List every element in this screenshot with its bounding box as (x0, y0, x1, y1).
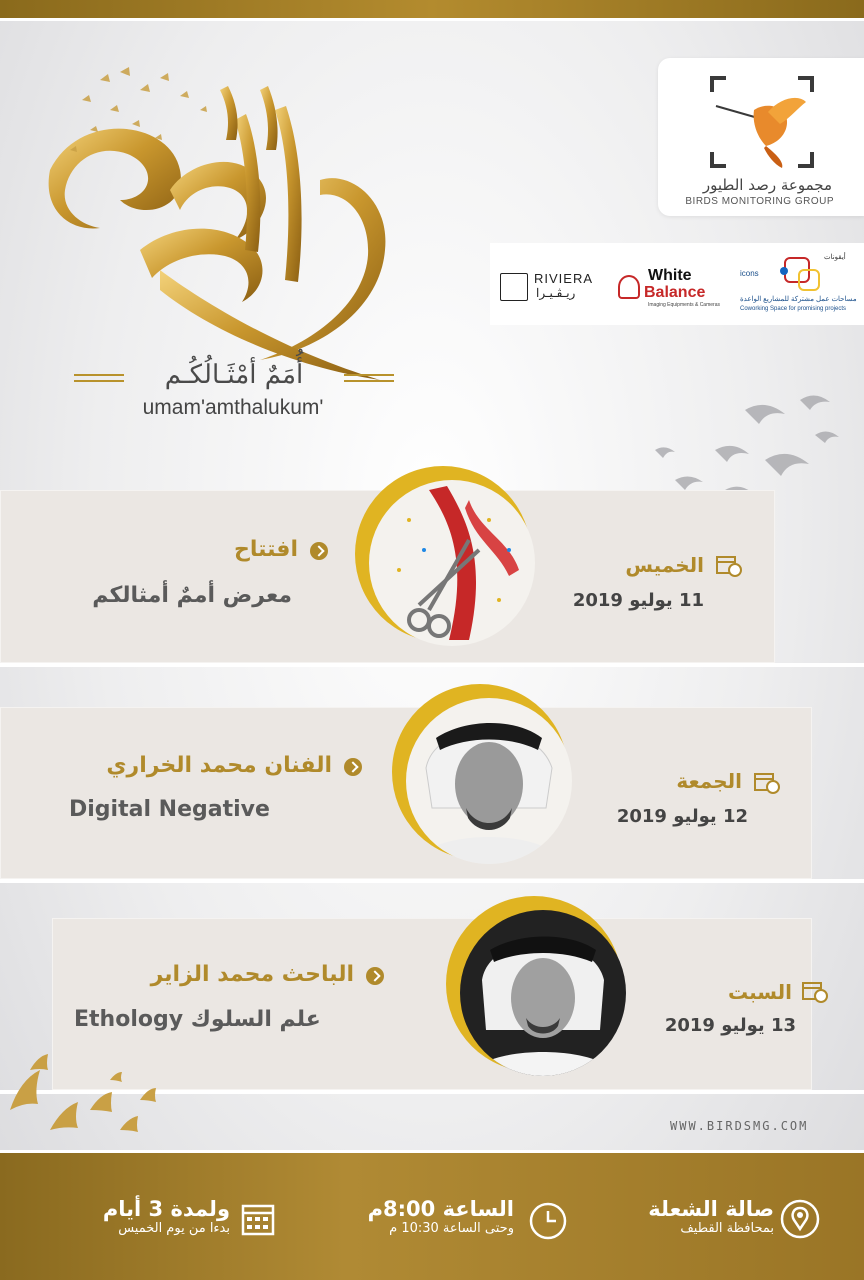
event-3-subtitle: Ethology علم السلوك (74, 1007, 321, 1032)
birds-monitoring-group-logo (658, 58, 864, 216)
event-3-day (728, 980, 792, 1004)
website-url[interactable]: WWW.BIRDSMG.COM (670, 1119, 809, 1133)
row-divider (0, 663, 864, 667)
top-divider (0, 18, 864, 21)
golden-birds-decoration (0, 1040, 190, 1150)
location-pin-icon (780, 1199, 820, 1239)
event-start-day: بدءا من يوم الخميس (118, 1221, 230, 1236)
white-balance-word-2: Balance (644, 284, 706, 301)
clock-icon (528, 1201, 568, 1241)
event-3-day-label: السبت (727, 980, 792, 1004)
icons-tagline-arabic: مساحات عمل مشتركة للمشاريع الواعدة (740, 296, 857, 303)
icons-dot-icon (780, 267, 788, 275)
event-1-title: افتتاح (233, 537, 298, 562)
event-2-day (676, 769, 742, 793)
presenter-portrait (460, 910, 626, 1076)
logo-name-english: BIRDS MONITORING GROUP (685, 196, 834, 207)
event-1-day-label: الخميس (625, 553, 704, 577)
event-2-subtitle: Digital Negative (69, 797, 270, 822)
chevron-circle-icon (344, 758, 362, 776)
hummingbird-logo-icon (706, 72, 818, 172)
white-balance-tagline: Imaging Equipments & Cameras (648, 302, 720, 308)
calendar-clock-icon (716, 553, 742, 577)
calendar-clock-icon (802, 979, 828, 1003)
icons-tagline-english: Coworking Space for promising projects (740, 306, 847, 312)
white-balance-word-1: White (648, 267, 692, 284)
person-portrait-icon (460, 910, 626, 1076)
riviera-name-arabic: ريـڤـيـرا (536, 286, 576, 300)
footer-duration (103, 1197, 230, 1236)
row-divider (0, 879, 864, 883)
logo-name-arabic: مجموعة رصد الطيور (702, 176, 832, 194)
title-arabic: أُمَمٌ أمْثَـالُكُـم (164, 360, 304, 390)
event-duration: ولمدة 3 أيام (102, 1197, 230, 1221)
footer-info-bar (0, 1150, 864, 1280)
ribbon-cutting-image (369, 480, 535, 646)
chevron-circle-icon (366, 967, 384, 985)
event-1-subtitle: معرض أممٌ أمثالكم (92, 583, 292, 608)
event-time: الساعة 8:00م (367, 1197, 514, 1221)
event-1-photo (355, 466, 555, 646)
riviera-logo (500, 271, 600, 305)
calendar-clock-icon (754, 770, 780, 794)
event-2-photo (392, 684, 592, 864)
presenter-portrait (406, 698, 572, 864)
event-3-title: الباحث محمد الزاير (150, 962, 354, 987)
scissors-ribbon-icon (369, 480, 535, 646)
icons-yellow-square-icon (798, 269, 820, 291)
calligraphy-title-artwork (20, 50, 440, 400)
person-portrait-icon (406, 698, 572, 864)
riviera-mark-icon (500, 273, 528, 301)
camera-icon (618, 275, 640, 299)
title-english: umam'amthalukum' (142, 396, 324, 419)
event-end-time: وحتى الساعة 10:30 م (389, 1221, 514, 1236)
venue-location: بمحافظة القطيف (680, 1221, 774, 1236)
top-gold-bar (0, 0, 864, 18)
event-2-title: الفنان محمد الخراري (106, 753, 332, 778)
venue-name: صالة الشعلة (648, 1197, 774, 1221)
title-arabic-row (74, 360, 394, 396)
icons-coworking-logo (740, 251, 858, 321)
event-3-date: 13 يوليو 2019 (664, 1015, 796, 1036)
white-balance-logo (618, 265, 728, 311)
sponsors-strip (490, 243, 864, 325)
footer-time (368, 1197, 514, 1236)
chevron-circle-icon (310, 542, 328, 560)
calendar-icon (238, 1199, 278, 1239)
footer-venue (648, 1197, 774, 1236)
icons-label: icons (740, 269, 759, 278)
event-2-day-label: الجمعة (676, 769, 742, 793)
event-3-photo (446, 896, 646, 1076)
icons-label-arabic: أيقونات (824, 254, 846, 261)
riviera-name: RIVIERA (534, 271, 594, 286)
event-1-date: 11 يوليو 2019 (572, 590, 704, 611)
title-right-lines (344, 374, 394, 384)
event-2-date: 12 يوليو 2019 (616, 806, 748, 827)
event-1-day (625, 553, 704, 577)
